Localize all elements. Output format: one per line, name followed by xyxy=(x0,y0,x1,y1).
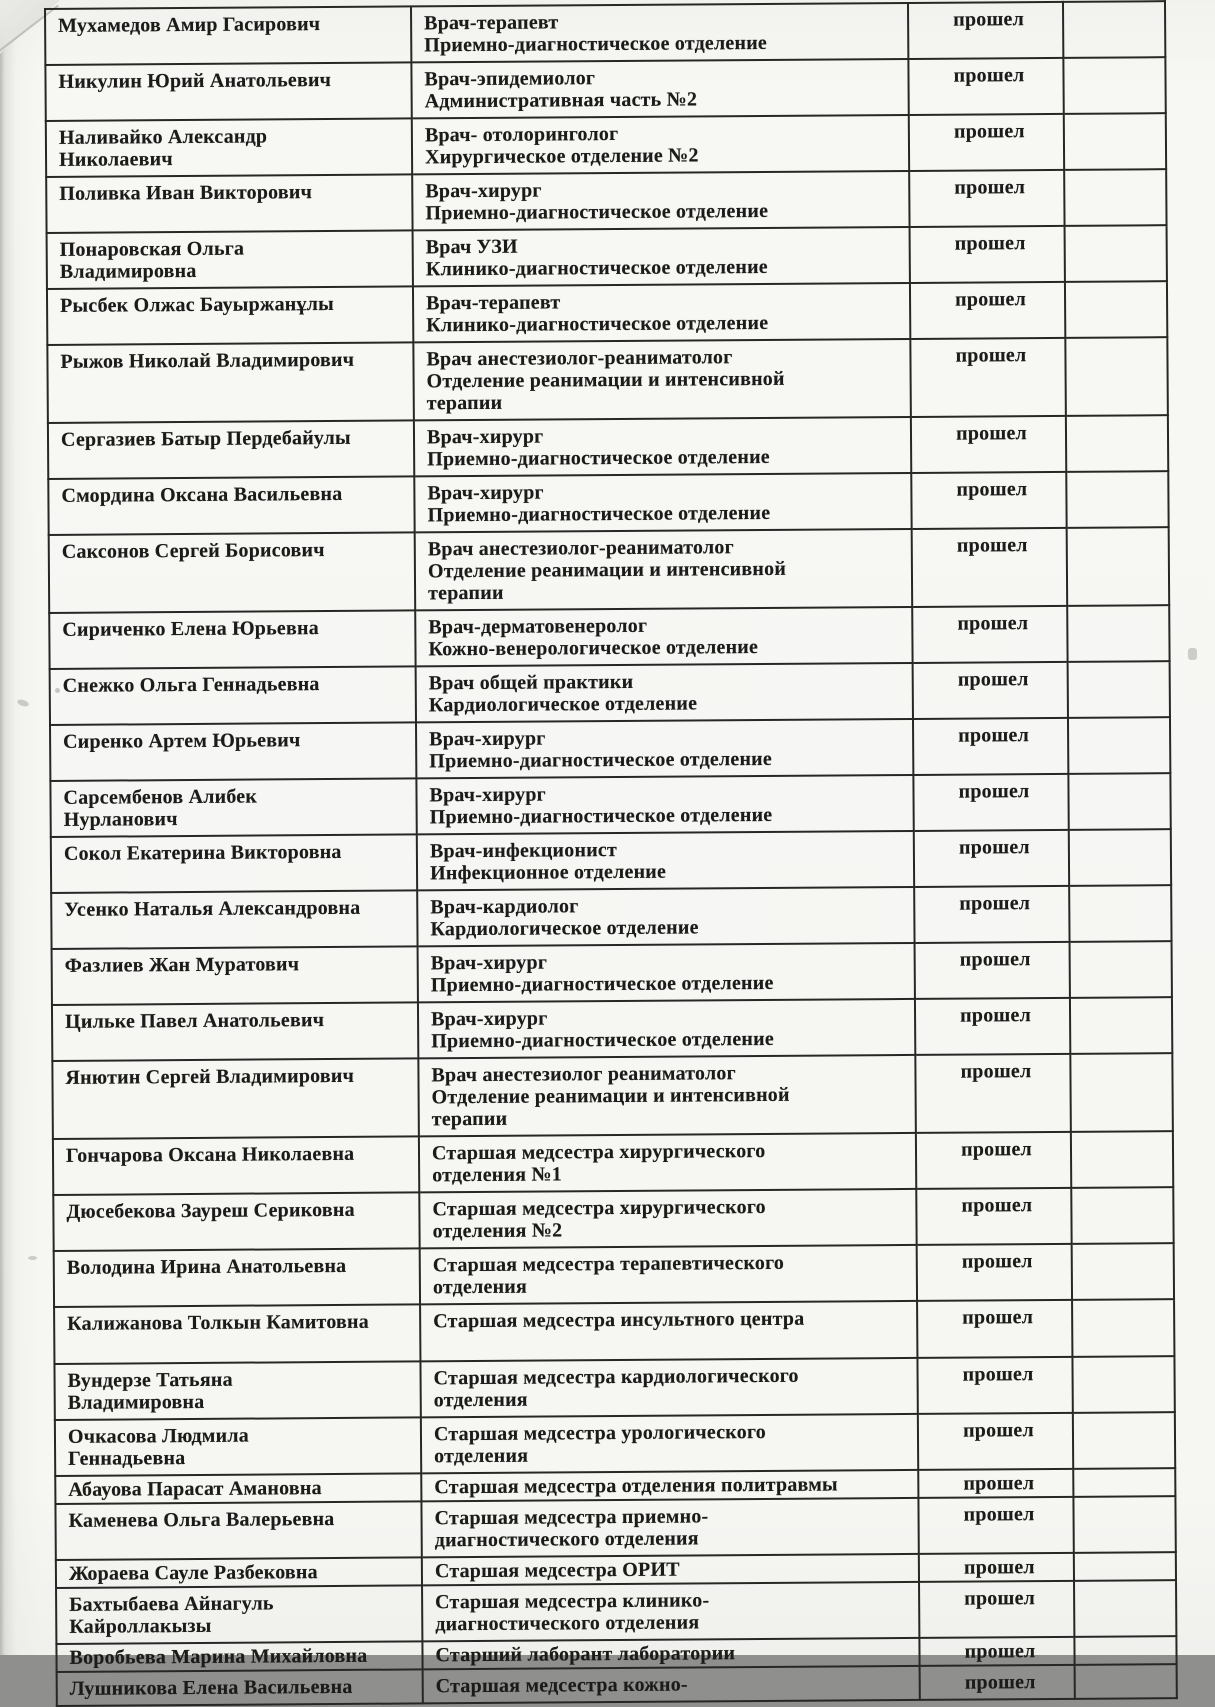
employee-position: Врач общей практики Кардиологическое отделение xyxy=(428,670,698,717)
employee-position: Врач-хирург Приемно-диагностическое отделение xyxy=(430,951,774,997)
empty-cell xyxy=(1065,225,1167,282)
employee-name-cell xyxy=(54,1361,420,1420)
employee-position: Старшая медсестра хирургического отделения №1 xyxy=(431,1139,766,1187)
empty-cell xyxy=(1063,1,1165,58)
empty-cell xyxy=(1070,941,1172,998)
employee-name-cell xyxy=(47,230,413,289)
status-cell xyxy=(916,1188,1071,1245)
position-cell xyxy=(412,115,909,174)
table-row xyxy=(46,113,1166,177)
position-cell xyxy=(419,1133,916,1192)
position-cell xyxy=(415,607,912,666)
employee-name: Сергазиев Батыр Пердебайулы xyxy=(60,426,351,451)
table-row xyxy=(54,1299,1174,1364)
status-text: прошел xyxy=(964,1640,1036,1663)
empty-cell xyxy=(1066,471,1168,528)
employee-name: Янютин Сергей Владимирович xyxy=(65,1064,355,1089)
status-text: прошел xyxy=(954,232,1026,255)
status-cell xyxy=(912,528,1068,607)
employee-name: Бахтыбаева Айнагуль Кайроллакызы xyxy=(69,1592,274,1638)
empty-cell xyxy=(1068,717,1170,774)
table-row xyxy=(45,1,1165,65)
status-cell xyxy=(908,58,1063,115)
status-text: прошел xyxy=(953,64,1025,87)
empty-cell xyxy=(1071,1187,1173,1244)
status-cell xyxy=(915,942,1070,999)
employee-position: Старшая медсестра кардиологического отделения xyxy=(433,1364,799,1412)
employee-name: Никулин Юрий Анатольевич xyxy=(58,68,332,93)
employee-name: Лушникова Елена Васильевна xyxy=(69,1675,353,1700)
attendance-table-body xyxy=(45,1,1177,1706)
employee-name-cell xyxy=(53,1192,419,1251)
employee-name: Наливайко Александр Николаевич xyxy=(58,125,268,171)
employee-name: Калижанова Толкын Камитовна xyxy=(67,1310,369,1335)
employee-position: Врач-инфекционист Инфекционное отделение xyxy=(429,839,667,885)
status-cell xyxy=(917,1300,1072,1358)
employee-name: Рысбек Олжас Бауыржанұлы xyxy=(60,292,335,317)
status-text: прошел xyxy=(953,120,1025,143)
empty-cell xyxy=(1072,1299,1174,1357)
employee-name-cell xyxy=(52,1058,419,1139)
employee-position: Врач-хирург Приемно-диагностическое отделение xyxy=(426,425,770,471)
empty-cell xyxy=(1065,337,1168,416)
position-cell xyxy=(420,1358,917,1417)
status-cell xyxy=(919,1553,1074,1582)
empty-cell xyxy=(1072,1356,1174,1413)
employee-position: Старшая медсестра ОРИТ xyxy=(434,1558,680,1583)
employee-position: Старшая медсестра клинико- диагностического отделения xyxy=(435,1589,710,1636)
position-cell xyxy=(422,1638,919,1669)
position-cell xyxy=(418,1055,916,1136)
status-text: прошел xyxy=(955,288,1027,311)
empty-cell xyxy=(1064,113,1166,170)
employee-name-cell xyxy=(54,1248,420,1307)
table-row xyxy=(46,169,1166,233)
status-text: прошел xyxy=(959,948,1031,971)
empty-cell xyxy=(1071,1131,1173,1188)
employee-name: Смордина Оксана Васильевна xyxy=(61,482,343,507)
employee-name: Очкасова Людмила Геннадьевна xyxy=(67,1424,250,1470)
employee-name-cell xyxy=(52,946,418,1005)
table-row xyxy=(47,225,1167,289)
position-cell xyxy=(415,529,913,610)
position-cell xyxy=(421,1470,918,1501)
status-cell xyxy=(910,338,1066,417)
position-cell xyxy=(412,171,909,230)
table-row xyxy=(50,773,1170,837)
status-text: прошел xyxy=(955,344,1027,367)
employee-name-cell xyxy=(55,1417,421,1476)
employee-position: Старшая медсестра кожно- xyxy=(435,1673,688,1698)
table-row xyxy=(53,1131,1173,1195)
status-text: прошел xyxy=(960,1004,1032,1027)
position-cell xyxy=(418,999,915,1058)
position-cell xyxy=(413,339,911,420)
empty-cell xyxy=(1073,1412,1175,1469)
employee-name-cell xyxy=(45,62,411,121)
status-text: прошел xyxy=(964,1671,1036,1694)
table-row xyxy=(57,1664,1177,1706)
attendance-table xyxy=(44,0,1178,1707)
empty-cell xyxy=(1065,281,1167,338)
attendance-table-wrapper xyxy=(44,0,1178,1707)
employee-name: Жораева Сауле Разбековна xyxy=(68,1561,318,1585)
employee-name-cell xyxy=(45,6,411,65)
status-cell xyxy=(908,2,1063,59)
status-text: прошел xyxy=(963,1556,1035,1579)
employee-position: Старшая медсестра инсультного центра xyxy=(433,1307,805,1333)
employee-name-cell xyxy=(48,476,414,535)
employee-position: Старшая медсестра хирургического отделения №2 xyxy=(432,1195,766,1243)
table-row xyxy=(52,941,1172,1005)
status-cell xyxy=(917,1244,1072,1301)
employee-position: Старшая медсестра урологического отделения xyxy=(433,1420,766,1468)
employee-name: Цильке Павел Анатольевич xyxy=(65,1009,325,1033)
employee-name: Сириченко Елена Юрьевна xyxy=(62,617,319,641)
empty-cell xyxy=(1073,1468,1175,1497)
table-row xyxy=(55,1496,1175,1560)
employee-name-cell xyxy=(56,1557,422,1588)
position-cell xyxy=(419,1189,916,1248)
status-text: прошел xyxy=(957,612,1029,635)
employee-position: Врач-эпидемиолог Административная часть №2 xyxy=(424,67,698,113)
employee-position: Старшая медсестра приемно- диагностического отделения xyxy=(434,1505,709,1552)
status-cell xyxy=(913,718,1068,775)
status-cell xyxy=(914,886,1069,943)
status-cell xyxy=(918,1469,1073,1498)
status-cell xyxy=(912,606,1067,663)
status-text: прошел xyxy=(960,1138,1032,1161)
status-cell xyxy=(915,998,1070,1055)
employee-name: Фазлиев Жан Муратович xyxy=(64,953,300,977)
employee-name-cell xyxy=(47,342,414,423)
empty-cell xyxy=(1069,829,1171,886)
employee-position: Врач УЗИ Клинико-диагностическое отделение xyxy=(425,235,768,281)
empty-cell xyxy=(1070,997,1172,1054)
employee-name: Каменева Ольга Валерьевна xyxy=(68,1508,335,1532)
employee-position: Врач-хирург Приемно-диагностическое отделение xyxy=(429,727,773,773)
table-row xyxy=(52,997,1172,1061)
position-cell xyxy=(421,1414,918,1473)
employee-name: Абауова Парасат Амановна xyxy=(68,1477,322,1501)
employee-position: Врач-кардиолог Кардиологическое отделение xyxy=(430,895,699,941)
table-row xyxy=(51,829,1171,893)
status-text: прошел xyxy=(962,1363,1034,1386)
employee-position: Старшая медсестра терапевтического отделения xyxy=(432,1251,785,1299)
status-cell xyxy=(913,662,1068,719)
position-cell xyxy=(418,943,915,1002)
empty-cell xyxy=(1069,885,1171,942)
employee-position: Врач-хирург Приемно-диагностическое отделение xyxy=(429,783,773,829)
status-cell xyxy=(913,774,1068,831)
status-text: прошел xyxy=(961,1194,1033,1217)
position-cell xyxy=(417,887,914,946)
employee-name-cell xyxy=(54,1304,420,1364)
position-cell xyxy=(422,1554,919,1585)
status-text: прошел xyxy=(961,1250,1033,1273)
employee-position: Врач анестезиолог-реаниматолог Отделение реанимации и интенсивной терапии xyxy=(427,536,787,605)
position-cell xyxy=(423,1666,920,1703)
table-row xyxy=(50,717,1170,781)
employee-name-cell xyxy=(46,118,412,177)
table-row xyxy=(54,1243,1174,1307)
employee-name-cell xyxy=(52,1002,418,1061)
empty-cell xyxy=(1068,773,1170,830)
employee-name-cell xyxy=(53,1136,419,1195)
employee-name-cell xyxy=(57,1669,423,1706)
employee-name: Понаровская Ольга Владимировна xyxy=(59,237,245,283)
employee-name-cell xyxy=(55,1501,421,1560)
scan-smudge xyxy=(1188,648,1197,660)
employee-name: Снежко Ольга Геннадьевна xyxy=(62,673,320,697)
empty-cell xyxy=(1072,1243,1174,1300)
status-text: прошел xyxy=(962,1419,1034,1442)
employee-position: Врач анестезиолог реаниматолог Отделение реанимации и интенсивной терапии xyxy=(431,1062,790,1131)
employee-position: Врач анестезиолог-реаниматолог Отделение реанимации и интенсивной терапии xyxy=(426,346,785,415)
status-cell xyxy=(909,170,1064,227)
position-cell xyxy=(416,719,913,778)
status-text: прошел xyxy=(956,534,1028,557)
table-row xyxy=(52,1053,1173,1139)
employee-name: Мухамедов Амир Гасирович xyxy=(58,13,321,37)
table-row xyxy=(54,1356,1174,1420)
status-cell xyxy=(915,1054,1071,1133)
status-cell xyxy=(911,416,1066,473)
scan-smudge xyxy=(28,1256,37,1260)
table-row xyxy=(48,471,1168,535)
status-cell xyxy=(909,114,1064,171)
table-row xyxy=(50,661,1170,725)
status-cell xyxy=(911,472,1066,529)
empty-cell xyxy=(1067,605,1169,662)
employee-name-cell xyxy=(51,834,417,893)
table-row xyxy=(51,885,1171,949)
status-cell xyxy=(910,282,1065,339)
position-cell xyxy=(417,831,914,890)
position-cell xyxy=(413,227,910,286)
employee-name: Вундерзе Татьяна Владимировна xyxy=(67,1368,233,1414)
employee-name: Саксонов Сергей Борисович xyxy=(61,539,325,563)
position-cell xyxy=(420,1301,917,1361)
status-text: прошел xyxy=(962,1306,1034,1329)
table-row xyxy=(45,57,1165,121)
status-text: прошел xyxy=(958,724,1030,747)
position-cell xyxy=(421,1498,918,1557)
empty-cell xyxy=(1074,1580,1176,1637)
employee-name: Дюсебекова Зауреш Сериковна xyxy=(66,1198,355,1223)
status-text: прошел xyxy=(958,836,1030,859)
status-text: прошел xyxy=(958,780,1030,803)
status-text: прошел xyxy=(956,478,1028,501)
table-row xyxy=(49,605,1169,669)
employee-name-cell xyxy=(56,1641,422,1672)
employee-position: Старший лаборант лаборатории xyxy=(435,1642,736,1667)
employee-name: Володина Ирина Анатольевна xyxy=(66,1254,347,1279)
employee-name-cell xyxy=(49,610,415,669)
employee-name-cell xyxy=(51,890,417,949)
employee-name-cell xyxy=(50,778,416,837)
status-text: прошел xyxy=(963,1472,1035,1495)
status-cell xyxy=(914,830,1069,887)
employee-position: Врач-хирург Приемно-диагностическое отделение xyxy=(425,179,769,225)
empty-cell xyxy=(1070,1053,1173,1132)
status-text: прошел xyxy=(955,422,1027,445)
empty-cell xyxy=(1066,415,1168,472)
employee-name: Гончарова Оксана Николаевна xyxy=(65,1142,355,1167)
empty-cell xyxy=(1073,1496,1175,1553)
empty-cell xyxy=(1074,1636,1176,1665)
scan-smudge xyxy=(16,698,29,707)
employee-name: Воробьева Марина Михайловна xyxy=(69,1644,368,1669)
employee-position: Врач-дерматовенеролог Кожно-венерологическое отделение xyxy=(428,614,759,661)
status-cell xyxy=(919,1637,1074,1666)
position-cell xyxy=(416,663,913,722)
empty-cell xyxy=(1075,1664,1177,1699)
employee-position: Врач-хирург Приемно-диагностическое отделение xyxy=(430,1007,774,1053)
empty-cell xyxy=(1064,169,1166,226)
employee-name-cell xyxy=(50,722,416,781)
employee-position: Врач- отолоринголог Хирургическое отделение №2 xyxy=(424,122,699,169)
employee-position: Врач-терапевт Клинико-диагностическое отделение xyxy=(425,291,769,337)
position-cell xyxy=(411,59,908,118)
table-row xyxy=(56,1580,1176,1644)
status-cell xyxy=(916,1132,1071,1189)
position-cell xyxy=(414,417,911,476)
table-row xyxy=(53,1187,1173,1251)
employee-position: Врач-терапевт Приемно-диагностическое отделение xyxy=(424,11,768,57)
employee-name: Сарсембенов Алибек Нурланович xyxy=(63,785,258,831)
status-cell xyxy=(910,226,1065,283)
status-text: прошел xyxy=(957,668,1029,691)
employee-name-cell xyxy=(55,1473,421,1504)
employee-name-cell xyxy=(48,420,414,479)
table-row xyxy=(47,337,1168,423)
empty-cell xyxy=(1068,661,1170,718)
status-cell xyxy=(920,1665,1075,1700)
employee-name-cell xyxy=(56,1585,422,1644)
employee-name-cell xyxy=(49,532,416,613)
employee-name-cell xyxy=(50,666,416,725)
position-cell xyxy=(411,3,908,62)
status-cell xyxy=(918,1413,1073,1470)
position-cell xyxy=(416,775,913,834)
status-cell xyxy=(918,1497,1073,1554)
employee-name: Рыжов Николай Владимирович xyxy=(60,348,355,373)
employee-name: Сокол Екатерина Викторовна xyxy=(63,840,342,865)
status-text: прошел xyxy=(960,1060,1032,1083)
status-text: прошел xyxy=(959,892,1031,915)
status-cell xyxy=(919,1581,1074,1638)
status-text: прошел xyxy=(954,176,1026,199)
table-row xyxy=(49,527,1170,613)
employee-position: Старшая медсестра отделения политравмы xyxy=(434,1473,838,1499)
employee-position: Врач-хирург Приемно-диагностическое отделение xyxy=(427,481,771,527)
employee-name-cell xyxy=(47,286,413,345)
position-cell xyxy=(414,473,911,532)
table-row xyxy=(55,1412,1175,1476)
employee-name-cell xyxy=(46,174,412,233)
position-cell xyxy=(422,1582,919,1641)
table-row xyxy=(47,281,1167,345)
employee-name: Усенко Наталья Александровна xyxy=(64,896,361,921)
position-cell xyxy=(420,1245,917,1304)
table-row xyxy=(48,415,1168,479)
employee-name: Сиренко Артем Юрьевич xyxy=(63,729,301,753)
status-cell xyxy=(917,1357,1072,1414)
empty-cell xyxy=(1063,57,1165,114)
empty-cell xyxy=(1067,527,1170,606)
status-text: прошел xyxy=(953,8,1025,31)
status-text: прошел xyxy=(963,1503,1035,1526)
empty-cell xyxy=(1074,1552,1176,1581)
position-cell xyxy=(413,283,910,342)
status-text: прошел xyxy=(964,1587,1036,1610)
employee-name: Поливка Иван Викторович xyxy=(59,181,313,205)
